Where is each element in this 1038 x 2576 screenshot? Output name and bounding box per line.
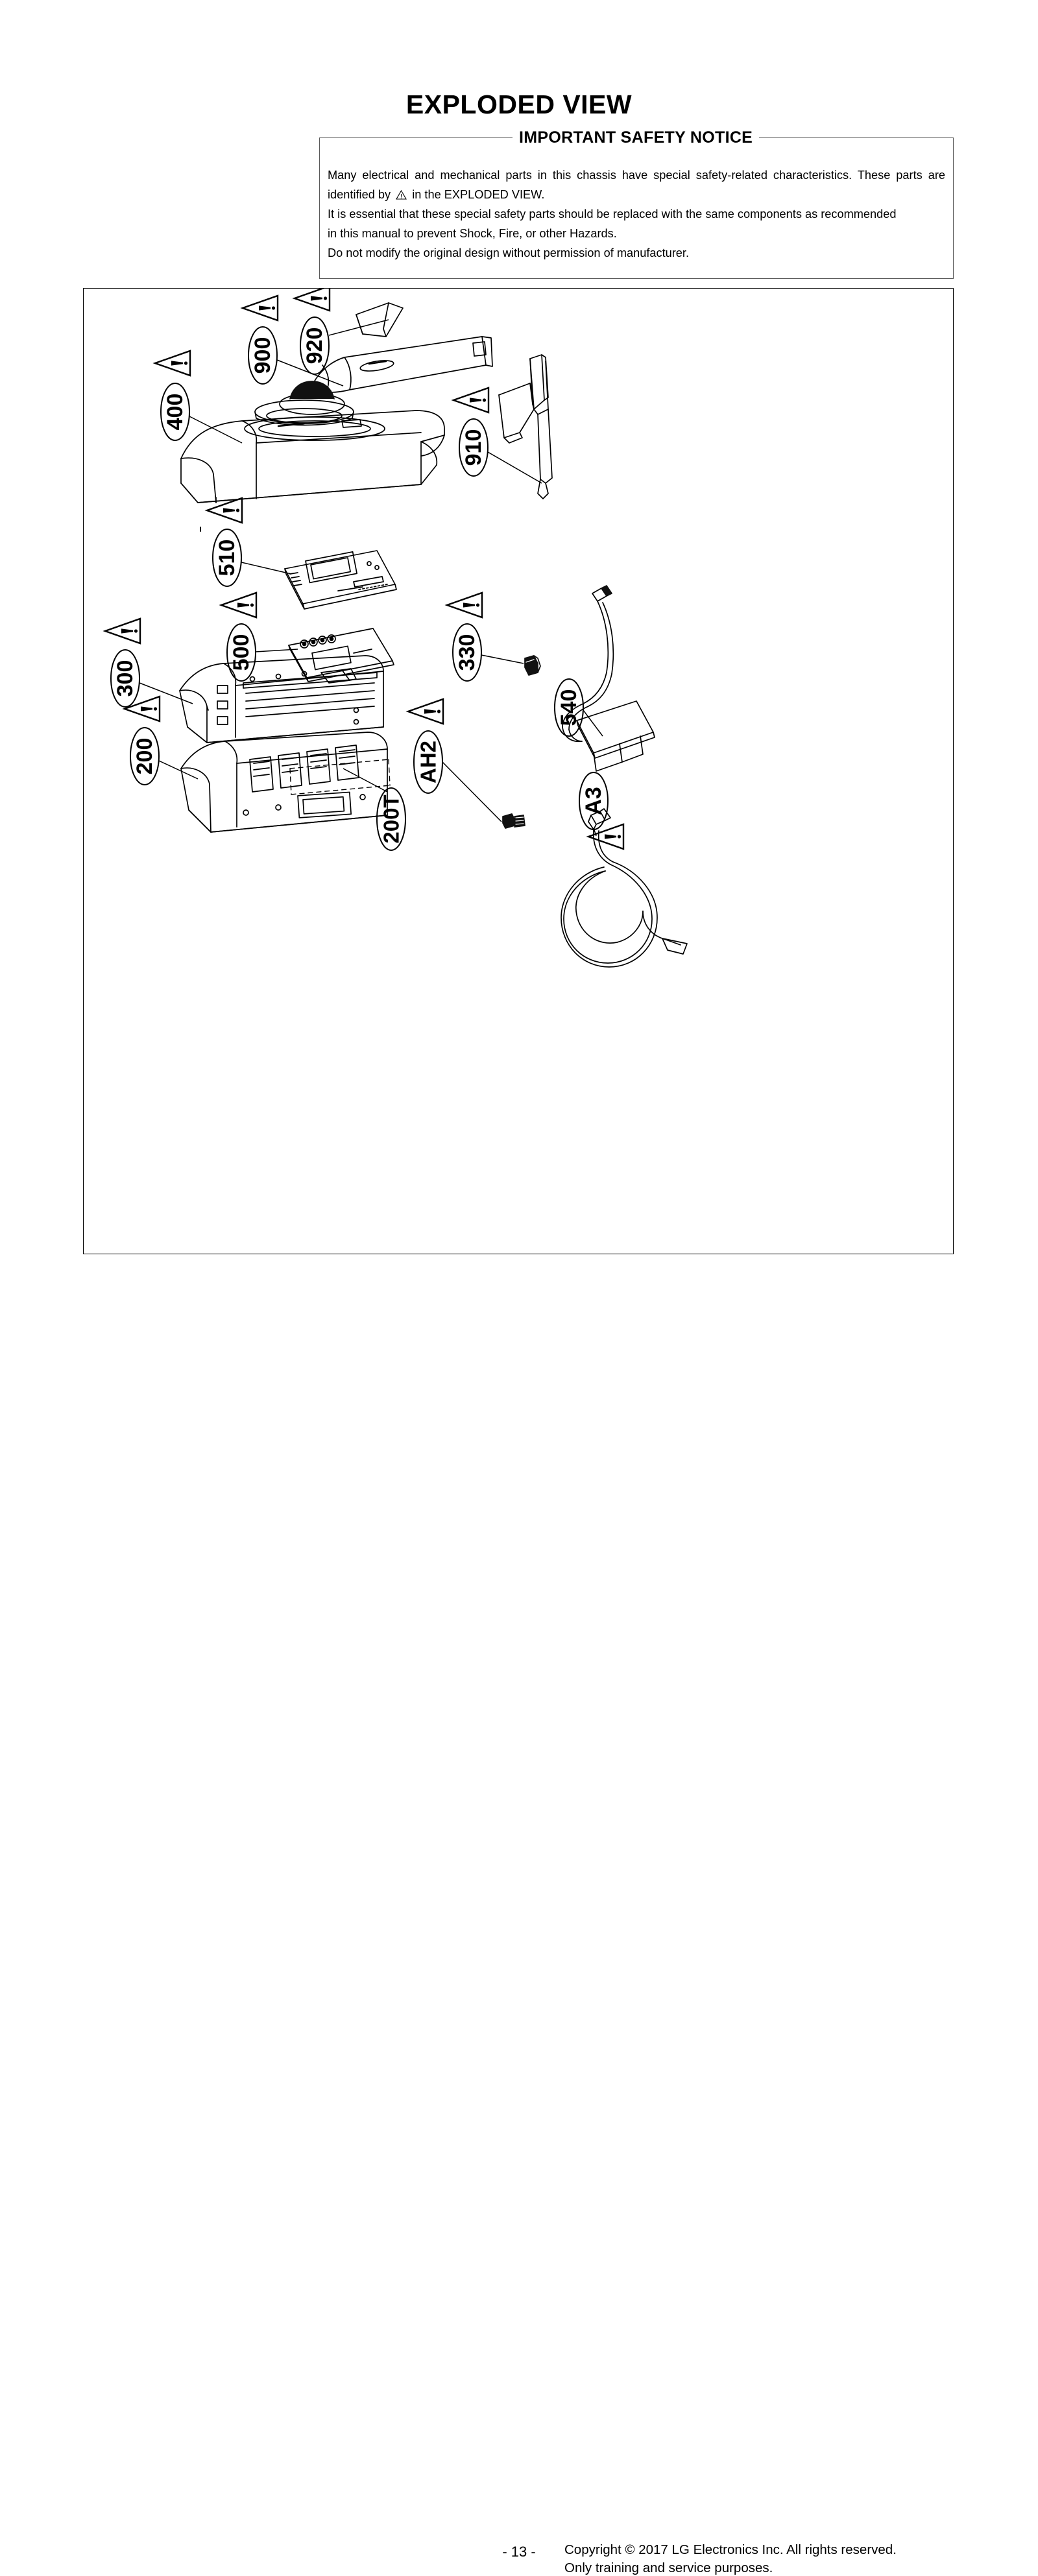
callout-300-label: 300 — [113, 660, 138, 697]
warning-triangle-icon — [125, 697, 160, 721]
safety-notice-line-1-text: Many electrical and mechanical parts in this chassis have special safety-related characteristics. These parts — [328, 169, 923, 182]
warning-triangle-icon — [396, 190, 407, 200]
exploded-view-drawing — [84, 289, 954, 1255]
part-510-shape — [285, 551, 396, 609]
callout-A3-label: A3 — [581, 787, 606, 815]
safety-notice-line-1b-post: in the EXPLODED VIEW. — [412, 188, 545, 201]
callout-400 — [155, 351, 242, 443]
page-number: - 13 - — [502, 2544, 536, 2560]
page-footer — [0, 1271, 1038, 2575]
callout-920-label: 920 — [302, 327, 327, 364]
safety-notice-line-4: Do not modify the original design without permission of manufacturer. — [328, 246, 690, 259]
callout-540 — [555, 679, 603, 736]
callout-510-label: 510 — [215, 539, 239, 577]
safety-notice-line-3: in this manual to prevent Shock, Fire, or other Hazards. — [328, 227, 617, 240]
safety-notice-legend: IMPORTANT SAFETY NOTICE — [513, 128, 759, 147]
callout-500 — [221, 593, 298, 681]
safety-notice-body — [328, 165, 945, 263]
callout-AH2 — [408, 699, 501, 822]
callout-510 — [207, 498, 291, 586]
warning-triangle-icon — [408, 699, 443, 724]
callout-200T — [343, 769, 405, 850]
callout-A3 — [579, 772, 623, 849]
part-910-shape — [499, 355, 552, 499]
warning-triangle-icon — [295, 289, 330, 311]
part-330-shape — [525, 656, 540, 675]
safety-notice-line-1b-pre: are identified by — [328, 169, 946, 201]
callout-400-label: 400 — [163, 393, 187, 431]
warning-triangle-icon — [155, 351, 190, 376]
warning-triangle-icon — [221, 593, 256, 617]
part-400-shape — [181, 411, 444, 503]
part-540-shape — [562, 586, 655, 771]
callout-200 — [125, 697, 198, 785]
callout-900-label: 900 — [250, 337, 275, 374]
copyright-line-1: Copyright © 2017 LG Electronics Inc. All rights reserved. — [564, 2542, 897, 2557]
page-title: EXPLODED VIEW — [405, 89, 633, 119]
callout-500-label: 500 — [229, 634, 254, 671]
part-200-shape — [181, 732, 387, 832]
exploded-view-diagram — [83, 288, 954, 1254]
warning-triangle-icon — [453, 388, 489, 412]
callout-540-label: 540 — [557, 689, 581, 726]
warning-triangle-icon — [243, 296, 278, 320]
part-900-base-shape — [255, 381, 354, 425]
callout-910 — [453, 388, 542, 483]
warning-triangle-icon — [447, 593, 482, 617]
callout-910-label: 910 — [461, 429, 486, 466]
part-AH2-shape — [503, 814, 525, 828]
callout-330 — [447, 593, 524, 681]
part-500-shape — [289, 628, 394, 682]
callout-330-label: 330 — [455, 634, 479, 671]
safety-notice-line-2: It is essential that these special safety parts should be replaced with the same components as recommended — [328, 208, 897, 221]
callout-200-label: 200 — [132, 737, 157, 775]
copyright-line-2: Only training and service purposes. — [564, 2560, 773, 2575]
warning-triangle-icon — [105, 619, 140, 643]
callout-200T-label: 200T — [379, 794, 404, 844]
part-920-shape — [356, 303, 403, 337]
callout-300 — [105, 619, 193, 707]
safety-notice-line-1 — [328, 165, 945, 204]
callout-AH2-label: AH2 — [416, 740, 441, 784]
